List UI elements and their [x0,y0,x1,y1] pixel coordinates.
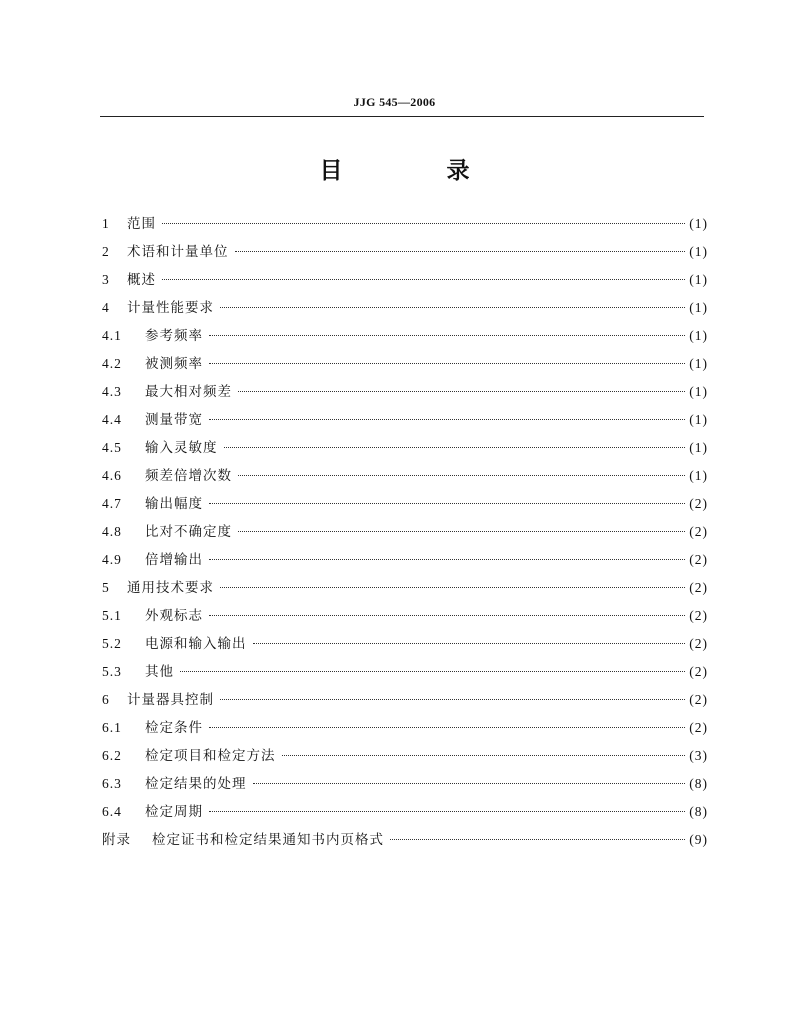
toc-dot-leader [220,587,685,588]
toc-entry-number: 4 [102,300,110,315]
toc-entry-page: (1) [689,384,708,399]
toc-entry-title: 参考频率 [145,328,203,344]
toc-dot-leader [162,279,685,280]
toc-entry-page: (8) [689,804,708,819]
toc-entry[interactable] [102,802,708,830]
toc-entry-page: (2) [689,664,708,679]
toc-entry-page: (2) [689,496,708,511]
toc-dot-leader [390,839,685,840]
toc-entry-title: 比对不确定度 [145,524,232,540]
toc-entry-page: (1) [689,244,708,259]
toc-entry-number: 4.6 [102,468,122,483]
toc-dot-leader [238,391,685,392]
toc-entry[interactable] [102,326,708,354]
toc-entry-title: 计量器具控制 [127,692,214,708]
toc-entry-number: 1 [102,216,110,231]
toc-entry[interactable] [102,830,708,858]
toc-entry-page: (1) [689,412,708,427]
toc-entry-title: 概述 [127,272,156,288]
toc-entry-title: 检定周期 [145,804,203,820]
toc-entry[interactable] [102,270,708,298]
toc-entry[interactable] [102,718,708,746]
toc-entry-number: 附录 [102,832,131,847]
toc-dot-leader [224,447,686,448]
toc-entry[interactable] [102,578,708,606]
toc-entry-page: (1) [689,356,708,371]
toc-entry[interactable] [102,746,708,774]
toc-entry-page: (1) [689,328,708,343]
toc-entry-page: (1) [689,468,708,483]
toc-entry[interactable] [102,494,708,522]
toc-entry-page: (9) [689,832,708,847]
toc-dot-leader [209,363,685,364]
toc-entry[interactable] [102,634,708,662]
toc-entry[interactable] [102,550,708,578]
toc-dot-leader [209,727,685,728]
toc-dot-leader [235,251,686,252]
toc-entry-number: 4.4 [102,412,122,427]
toc-dot-leader [209,419,685,420]
table-of-contents [102,214,708,858]
header-rule [100,116,704,117]
toc-entry-page: (2) [689,580,708,595]
toc-entry[interactable] [102,774,708,802]
toc-entry-number: 4.1 [102,328,122,343]
toc-entry-page: (1) [689,216,708,231]
toc-entry-title: 范围 [127,216,156,232]
standard-code: JJG 545—2006 [353,95,436,109]
toc-entry[interactable] [102,606,708,634]
toc-entry-number: 4.3 [102,384,122,399]
toc-entry-page: (1) [689,440,708,455]
toc-entry-number: 5 [102,580,110,595]
toc-entry[interactable] [102,690,708,718]
toc-entry-number: 4.8 [102,524,122,539]
toc-entry-number: 2 [102,244,110,259]
toc-entry-title: 测量带宽 [145,412,203,428]
toc-dot-leader [209,503,685,504]
toc-entry-page: (2) [689,720,708,735]
toc-entry-number: 4.9 [102,552,122,567]
toc-entry[interactable] [102,466,708,494]
toc-title: 目 录 [319,158,518,184]
toc-entry-page: (8) [689,776,708,791]
toc-entry-title: 电源和输入输出 [145,636,247,652]
toc-entry[interactable] [102,662,708,690]
toc-entry-number: 3 [102,272,110,287]
toc-entry-title: 频差倍增次数 [145,468,232,484]
toc-entry[interactable] [102,522,708,550]
toc-entry-number: 4.7 [102,496,122,511]
toc-entry-number: 6.1 [102,720,122,735]
toc-entry-page: (2) [689,636,708,651]
toc-dot-leader [238,475,685,476]
toc-entry-title: 计量性能要求 [127,300,214,316]
toc-dot-leader [209,559,685,560]
toc-dot-leader [282,755,686,756]
toc-dot-leader [162,223,685,224]
toc-entry-number: 5.2 [102,636,122,651]
toc-entry-page: (2) [689,608,708,623]
toc-entry-title: 被测频率 [145,356,203,372]
toc-entry-title: 术语和计量单位 [127,244,229,260]
toc-entry-title: 最大相对频差 [145,384,232,400]
toc-dot-leader [220,307,685,308]
toc-entry-title: 倍增输出 [145,552,203,568]
toc-entry-title: 通用技术要求 [127,580,214,596]
toc-entry[interactable] [102,438,708,466]
toc-dot-leader [238,531,685,532]
toc-entry-number: 6 [102,692,110,707]
toc-entry-title: 其他 [145,664,174,680]
toc-entry-page: (2) [689,692,708,707]
toc-entry-page: (2) [689,524,708,539]
toc-entry-number: 5.1 [102,608,122,623]
toc-entry[interactable] [102,298,708,326]
toc-entry-number: 4.2 [102,356,122,371]
toc-entry-number: 6.2 [102,748,122,763]
toc-entry-title: 输入灵敏度 [145,440,218,456]
toc-entry-page: (3) [689,748,708,763]
toc-entry-page: (1) [689,300,708,315]
toc-dot-leader [209,811,685,812]
toc-entry[interactable] [102,354,708,382]
toc-dot-leader [253,783,686,784]
toc-entry-title: 检定证书和检定结果通知书内页格式 [152,832,384,848]
toc-entry-title: 外观标志 [145,608,203,624]
toc-entry-title: 检定结果的处理 [145,776,247,792]
toc-dot-leader [209,615,685,616]
toc-dot-leader [220,699,685,700]
toc-entry-page: (1) [689,272,708,287]
toc-entry-number: 6.3 [102,776,122,791]
toc-entry-number: 6.4 [102,804,122,819]
toc-dot-leader [180,671,685,672]
toc-entry-number: 4.5 [102,440,122,455]
toc-dot-leader [253,643,686,644]
toc-dot-leader [209,335,685,336]
toc-entry-number: 5.3 [102,664,122,679]
toc-entry-title: 检定条件 [145,720,203,736]
toc-entry[interactable] [102,382,708,410]
toc-entry[interactable] [102,214,708,242]
toc-entry-title: 检定项目和检定方法 [145,748,276,764]
toc-entry[interactable] [102,242,708,270]
toc-entry-title: 输出幅度 [145,496,203,512]
toc-entry-page: (2) [689,552,708,567]
toc-entry[interactable] [102,410,708,438]
